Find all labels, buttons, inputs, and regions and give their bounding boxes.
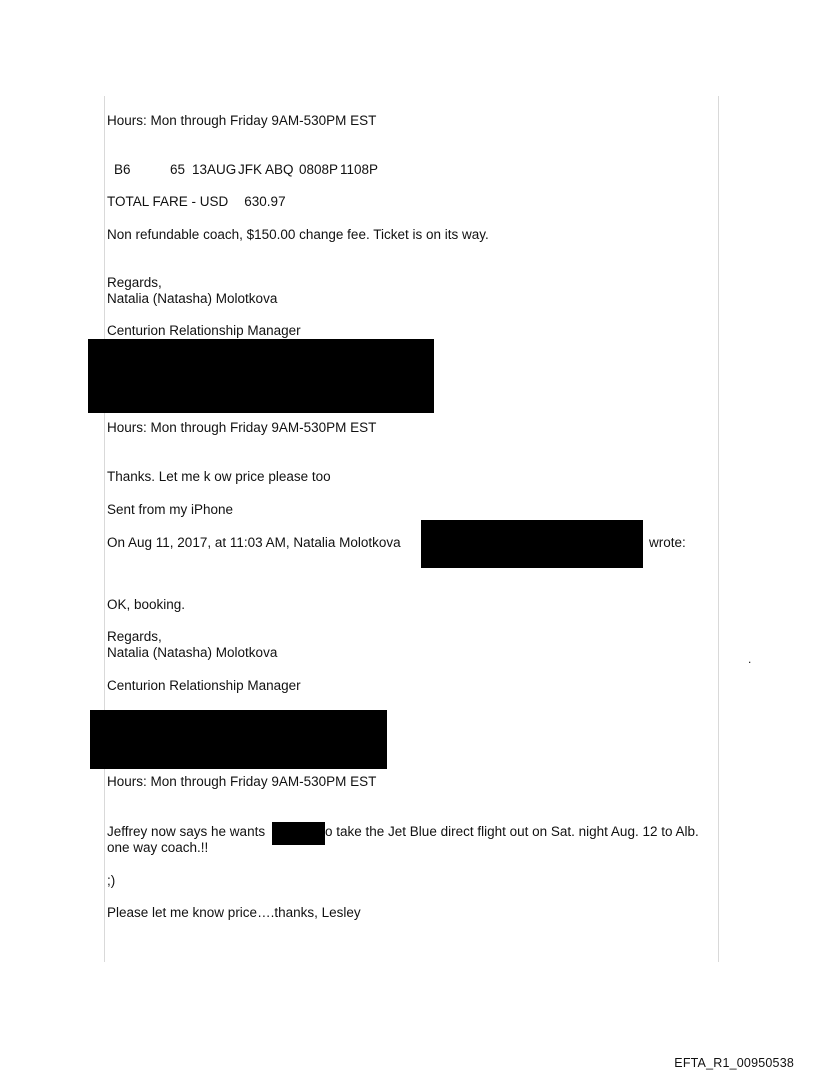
booking-text: OK, booking. <box>107 597 186 612</box>
sender-name: Natalia (Natasha) Molotkova <box>107 645 278 660</box>
total-fare-label: TOTAL FARE - USD <box>107 194 229 209</box>
left-margin-rule <box>104 96 105 962</box>
sender-title: Centurion Relationship Manager <box>107 323 301 338</box>
closing-line: Please let me know price….thanks, Lesley <box>107 905 361 920</box>
regards-line: Regards, <box>107 629 162 644</box>
flight-number: 65 <box>170 162 186 177</box>
hours-line: Hours: Mon through Friday 9AM-530PM EST <box>107 420 377 435</box>
flight-arrive-time: 1108P <box>340 162 379 177</box>
flight-carrier: B6 <box>114 162 131 177</box>
quote-header-prefix: On Aug 11, 2017, at 11:03 AM, Natalia Molotkova <box>107 535 401 550</box>
redaction-email-address <box>421 520 643 568</box>
request-suffix: o take the Jet Blue direct flight out on Sat. night Aug. 12 to Alb. <box>325 824 699 839</box>
sent-from-line: Sent from my iPhone <box>107 502 234 517</box>
flight-depart-time: 0808P <box>299 162 339 177</box>
flight-itinerary <box>114 162 378 178</box>
request-prefix: Jeffrey now says he wants <box>107 824 266 839</box>
redaction-name <box>272 822 325 845</box>
total-fare <box>107 194 286 210</box>
flight-destination: ABQ <box>265 162 294 177</box>
document-id: EFTA_R1_00950538 <box>674 1056 794 1070</box>
sender-title: Centurion Relationship Manager <box>107 678 301 693</box>
request-line2: one way coach.!! <box>107 840 209 855</box>
margin-mark: . <box>748 652 752 666</box>
regards-line: Regards, <box>107 275 162 290</box>
redaction-block <box>88 339 434 413</box>
flight-origin: JFK <box>238 162 263 177</box>
emoticon: ;) <box>107 873 116 888</box>
hours-line: Hours: Mon through Friday 9AM-530PM EST <box>107 774 377 789</box>
redaction-block <box>90 710 387 769</box>
right-margin-rule <box>718 96 719 962</box>
fare-note: Non refundable coach, $150.00 change fee. Ticket is on its way. <box>107 227 489 242</box>
quote-header-suffix: wrote: <box>649 535 686 550</box>
total-fare-value: 630.97 <box>244 194 286 209</box>
flight-date: 13AUG <box>192 162 237 177</box>
hours-line: Hours: Mon through Friday 9AM-530PM EST <box>107 113 377 128</box>
reply-text: Thanks. Let me k ow price please too <box>107 469 331 484</box>
sender-name: Natalia (Natasha) Molotkova <box>107 291 278 306</box>
